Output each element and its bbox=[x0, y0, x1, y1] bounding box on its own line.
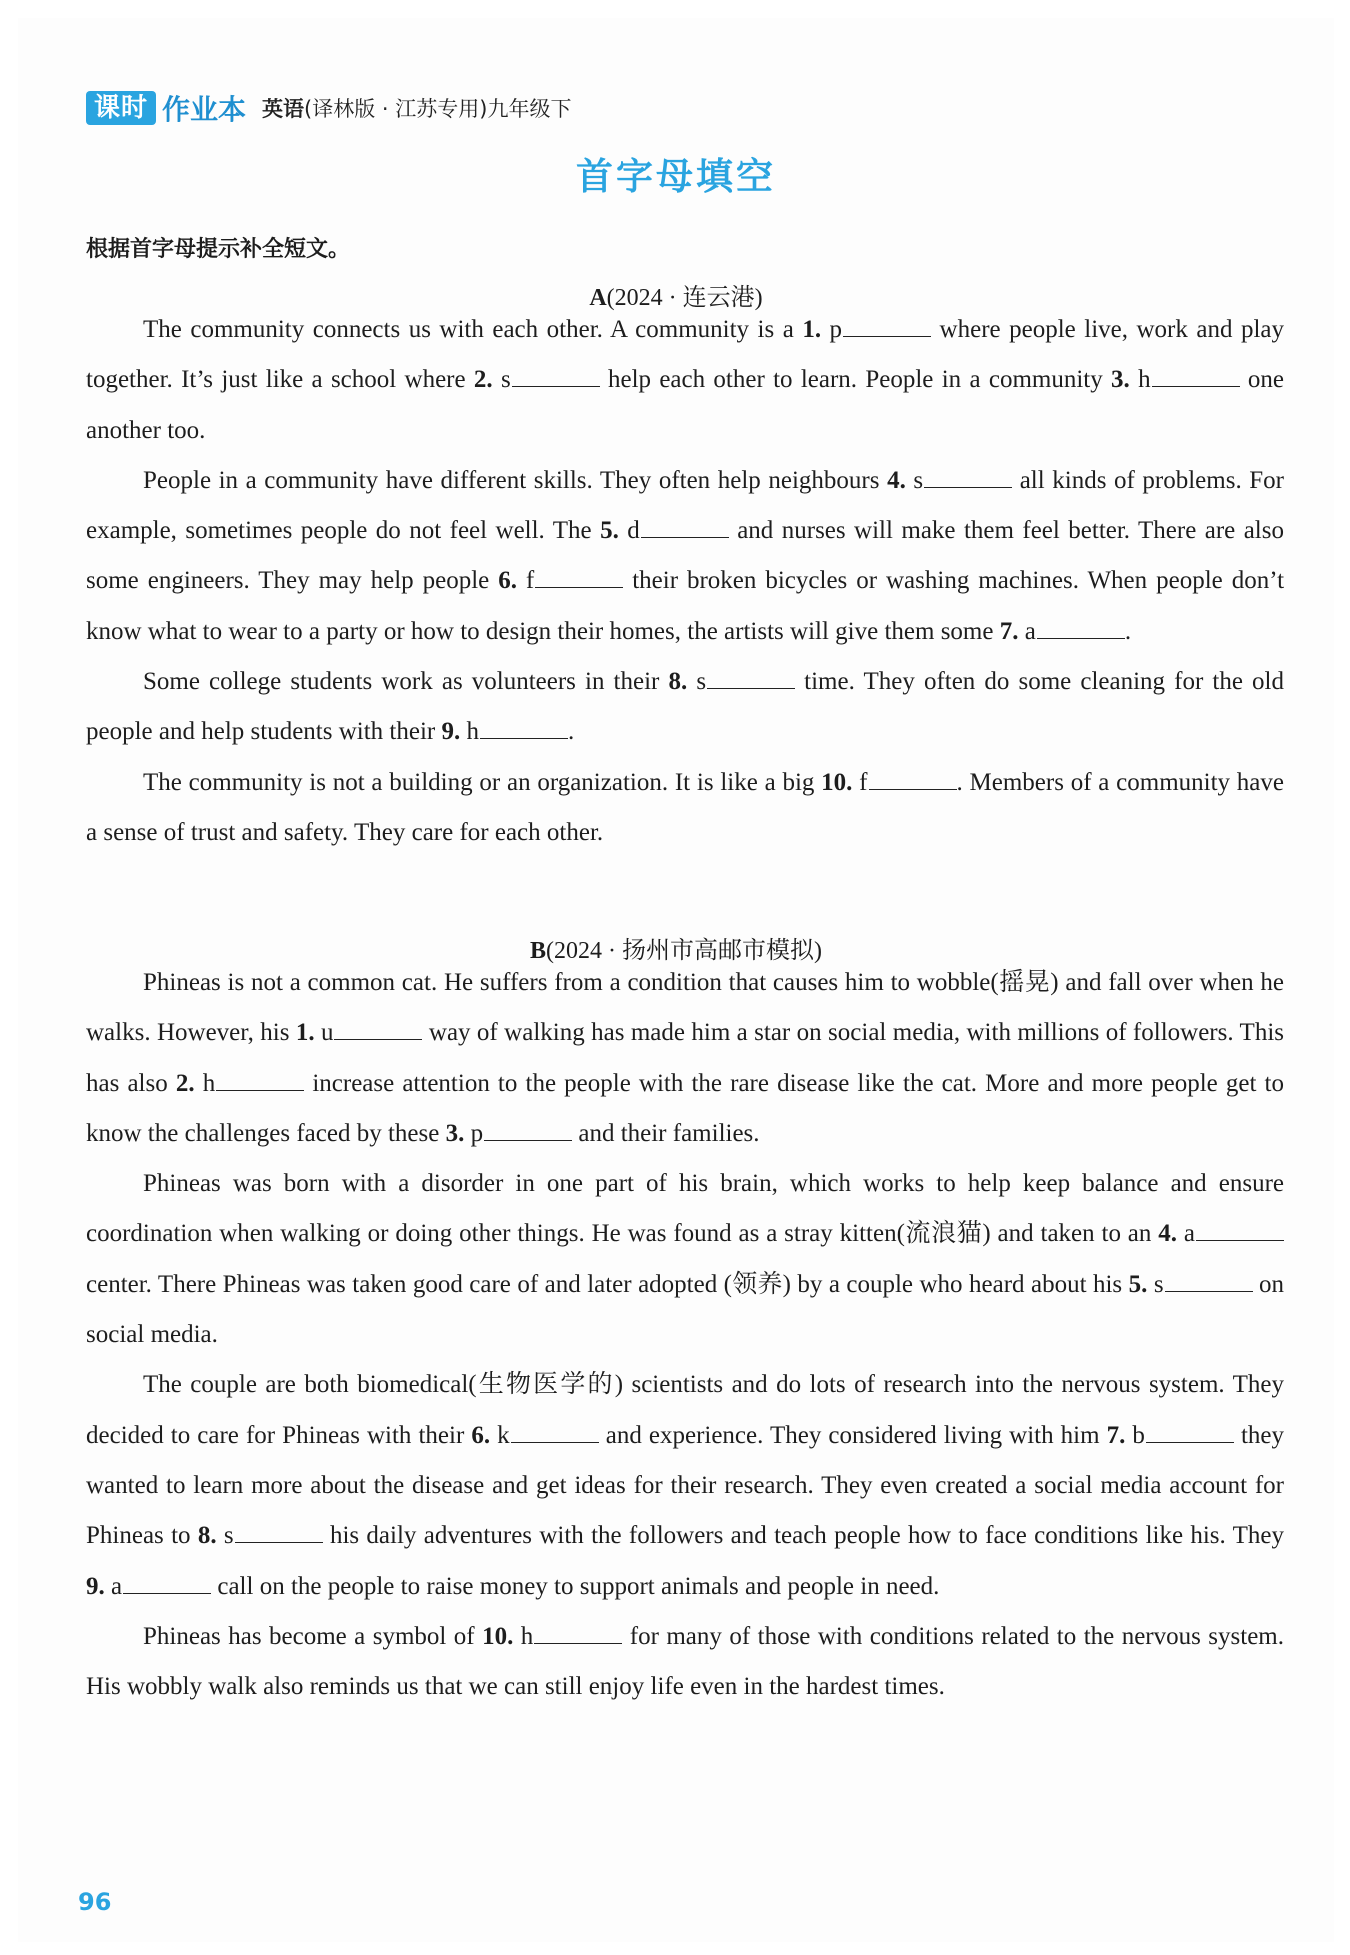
first-letter-hint: s bbox=[687, 668, 707, 696]
question-number: 5. bbox=[600, 517, 619, 545]
brand-logo: 课时 bbox=[86, 91, 156, 125]
first-letter-hint: h bbox=[513, 1622, 534, 1650]
instruction: 根据首字母提示补全短文。 bbox=[86, 237, 351, 262]
first-letter-hint: s bbox=[492, 366, 511, 394]
passage-b-letter: B bbox=[530, 938, 547, 964]
answer-blank[interactable] bbox=[480, 718, 568, 739]
first-letter-hint: p bbox=[464, 1119, 484, 1147]
worksheet-page bbox=[18, 18, 1334, 1942]
answer-blank[interactable] bbox=[869, 769, 957, 790]
answer-blank[interactable] bbox=[484, 1120, 572, 1141]
edition: (译林版 · 江苏专用)九年级下 bbox=[304, 97, 572, 121]
passage-b-source: (2024 · 扬州市高邮市模拟) bbox=[546, 938, 822, 964]
page-header bbox=[86, 88, 571, 128]
passage-b-text bbox=[86, 958, 1284, 1712]
question-number: 1. bbox=[802, 316, 822, 343]
first-letter-hint: a bbox=[104, 1572, 123, 1600]
question-number: 9. bbox=[86, 1572, 105, 1600]
passage-a-letter: A bbox=[589, 285, 607, 311]
question-number: 8. bbox=[197, 1522, 217, 1550]
answer-blank[interactable] bbox=[1165, 1271, 1253, 1292]
answer-blank[interactable] bbox=[1037, 618, 1125, 639]
page-title: 首字母填空 bbox=[576, 155, 776, 198]
passage-b-paragraph: Phineas is not a common cat. He suffers from a condition that causes him to wobble(摇晃) and fall over when he walks. However, his 1. u way of walking has made him a star on social media, with millions of followers. This has also 2. h increase attention to the people with the rare disease like the cat. More and more people get to know the challenges faced by these 3. p and their families. bbox=[86, 969, 1285, 1147]
first-letter-hint: u bbox=[314, 1019, 334, 1047]
question-number: 10. bbox=[821, 768, 853, 796]
first-letter-hint: h bbox=[460, 718, 479, 746]
answer-blank[interactable] bbox=[707, 668, 795, 689]
brand bbox=[86, 88, 246, 128]
answer-blank[interactable] bbox=[843, 316, 931, 337]
page-number: 96 bbox=[78, 1888, 112, 1916]
question-number: 3. bbox=[1111, 366, 1130, 394]
passage-a-paragraph: People in a community have different skills. They often help neighbours 4. s all kinds of problems. For example, sometimes people do not feel well. The 5. d and nurses will make them feel better. There are also some engineers. They may help people 6. f their broken bicycles or washing machines. When people don’t know what to wear to a party or how to design their homes, the artists will give them some 7. a . bbox=[86, 466, 1285, 645]
first-letter-hint: d bbox=[618, 517, 640, 545]
question-number: 6. bbox=[498, 567, 517, 595]
answer-blank[interactable] bbox=[1146, 1422, 1234, 1443]
answer-blank[interactable] bbox=[235, 1522, 323, 1543]
answer-blank[interactable] bbox=[641, 517, 729, 538]
question-number: 5. bbox=[1128, 1270, 1148, 1298]
question-number: 2. bbox=[473, 366, 493, 394]
answer-blank[interactable] bbox=[512, 366, 600, 387]
first-letter-hint: h bbox=[194, 1069, 216, 1097]
passage-a-text bbox=[86, 305, 1284, 858]
passage-b-paragraph: The couple are both biomedical(生物医学的) scientists and do lots of research into the nervous system. They decided to care for Phineas with their 6. k and experience. They considered living with him 7. b they wanted to learn more about the disease and get ideas for their research. They even created a social media account for Phineas to 8. s his daily adventures with the followers and teach people how to face conditions like his. They 9. a call on the people to raise money to support animals and people in need. bbox=[86, 1371, 1285, 1600]
first-letter-hint: k bbox=[490, 1421, 510, 1449]
brand-name: 作业本 bbox=[162, 93, 247, 126]
first-letter-hint: a bbox=[1177, 1220, 1195, 1248]
answer-blank[interactable] bbox=[924, 467, 1012, 488]
first-letter-hint: s bbox=[216, 1522, 234, 1550]
question-number: 4. bbox=[1158, 1220, 1178, 1248]
question-number: 6. bbox=[471, 1421, 491, 1449]
answer-blank[interactable] bbox=[334, 1019, 422, 1040]
passage-a-paragraph: The community connects us with each other. A community is a 1. p where people live, work and play together. It’s just like a school where 2. s help each other to learn. People in a community 3. h one another too. bbox=[86, 316, 1285, 444]
question-number: 7. bbox=[1106, 1421, 1126, 1449]
answer-blank[interactable] bbox=[1196, 1220, 1284, 1241]
answer-blank[interactable] bbox=[216, 1070, 304, 1091]
first-letter-hint: h bbox=[1129, 366, 1151, 394]
passage-b-paragraph: Phineas was born with a disorder in one part of his brain, which works to help keep balance and ensure coordination when walking or doing other things. He was found as a stray kitten(流浪猫) and taken to an 4. a center. There Phineas was taken good care of and later adopted (领养) by a couple who heard about his 5. s on social media. bbox=[86, 1170, 1285, 1349]
subject: 英语 bbox=[262, 97, 305, 121]
question-number: 3. bbox=[445, 1119, 465, 1147]
answer-blank[interactable] bbox=[535, 567, 623, 588]
passage-a-source: (2024 · 连云港) bbox=[606, 285, 763, 311]
answer-blank[interactable] bbox=[511, 1422, 599, 1443]
passage-a-paragraph: The community is not a building or an organization. It is like a big 10. f . Members of a community have a sense of trust and safety. They care for each other. bbox=[86, 768, 1284, 846]
question-number: 2. bbox=[175, 1069, 195, 1097]
question-number: 8. bbox=[668, 668, 688, 696]
question-number: 9. bbox=[441, 718, 461, 746]
answer-blank[interactable] bbox=[123, 1573, 211, 1594]
first-letter-hint: s bbox=[1147, 1270, 1164, 1298]
question-number: 7. bbox=[999, 617, 1019, 645]
question-number: 1. bbox=[295, 1019, 315, 1047]
first-letter-hint: a bbox=[1018, 617, 1036, 645]
first-letter-hint: f bbox=[516, 567, 535, 595]
answer-blank[interactable] bbox=[1152, 366, 1240, 387]
answer-blank[interactable] bbox=[534, 1623, 622, 1644]
first-letter-hint: b bbox=[1125, 1421, 1145, 1449]
passage-a-paragraph: Some college students work as volunteers in their 8. s time. They often do some cleaning for the old people and help students with their 9. h . bbox=[86, 668, 1284, 746]
question-number: 4. bbox=[887, 466, 906, 494]
question-number: 10. bbox=[482, 1622, 514, 1650]
first-letter-hint: s bbox=[905, 466, 924, 494]
first-letter-hint: f bbox=[852, 768, 868, 796]
passage-b-paragraph: Phineas has become a symbol of 10. h for many of those with conditions related to the nervous system. His wobbly walk also reminds us that we can still enjoy life even in the hardest times. bbox=[86, 1622, 1284, 1701]
first-letter-hint: p bbox=[821, 316, 843, 343]
book-info bbox=[262, 93, 571, 123]
